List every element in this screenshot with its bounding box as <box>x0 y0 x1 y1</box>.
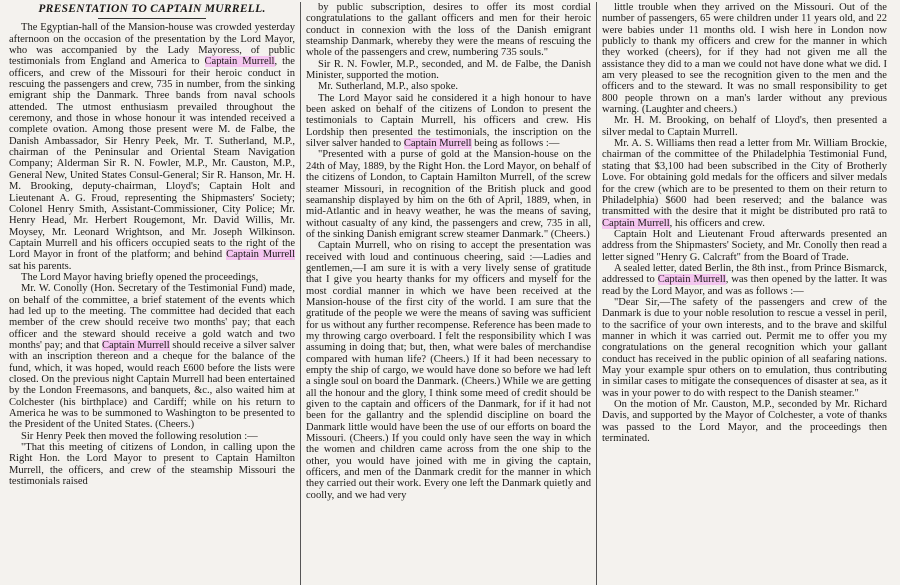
paragraph-text: , the officers, and crew of the Missouri for their heroic conduct in rescuing the passengers and crew, 735 in number, from the sinking emigrant ship the Danmark. Three bands from naval schools attended. The utmost enthusiasm prevailed throughout the ceremony, and those in whose honour it was intended received a complete ovation. Among those present were M. de Falbe, the Danish Ambassador, Sir Henry Peek, Mr. T. Sutherland, M.P., chairman of the Peninsular and Oriental Steam Navigation Company; Alderman Sir R. N. Fowler, M.P., Mr. Causton, M.P., General New, United States Consul-General; Sir R. Hanson, Mr. H. M. Brooking, deputy-chairman, Lloyd's; Captain Holt and Lieutenant A. G. Froud, representing the Shipmasters' Society; Colonel Henry Smith, Assistant-Commissioner, City Police; Mr. Henry Head, Mr. Herbert Rougemont, Mr. David Willis, Mr. Moysey, Mr. Leonard Wrightson, and Mr. Joseph Wilkinson. Captain Murrell and his officers occupied seats to the right of the Lord Mayor in front of the platform; and behind <box>9 56 295 261</box>
paragraph-text: should receive a silver salver with an inscription thereon and a cheque for the balance of the fund, which, it was hoped, would reach £600 before the lists were closed. On the previous night Captain Murrell had been entertained by the London Freemasons, and banquets, &c., also waited him at Colchester (his birthplace) and Cardiff; while on his return to America he was to be summoned to Washington to be presented to the President of the United States. (Cheers.) <box>9 339 295 431</box>
paragraph <box>602 115 887 138</box>
paragraph-text: The Egyptian-hall of the Mansion-house was crowded yesterday afternoon on the occasion of the presentation by the Lord Mayor, who was accompanied by the Lady Mayoress, of public testimonials from England and America to <box>9 22 295 68</box>
paragraph <box>602 263 887 297</box>
paragraph-text: Mr. A. S. Williams then read a letter from Mr. William Brockie, chairman of the committee of the Philadelphia Testimonial Fund, stating that $3,100 had been subscribed in the City of Brotherly Love. For obtaining gold medals for the officers and silver medals for the crew (which are to be presented to them on their return to Philadelphia) $600 had been reserved; and the balance was transmitted with the desire that it might be distributed pro ratâ to <box>602 138 887 218</box>
paragraph-text: Mr. Sutherland, M.P., also spoke. <box>318 81 459 93</box>
paragraph-text: Mr. H. M. Brooking, on behalf of Lloyd's, then presented a silver medal to Captain Murrell. <box>602 115 887 138</box>
column-1 <box>4 2 300 585</box>
paragraph <box>602 229 887 263</box>
paragraph-text: Sir R. N. Fowler, M.P., seconded, and M. de Falbe, the Danish Minister, supported the motion. <box>306 58 591 82</box>
paragraph <box>306 81 591 92</box>
paragraph-text: sat his parents. <box>9 260 72 272</box>
paragraph-text: being as follows :— <box>471 138 560 150</box>
paragraph <box>602 297 887 399</box>
paragraph-text: A sealed letter, dated Berlin, the 8th inst., from Prince Bismarck, addressed to <box>602 262 887 286</box>
paragraph-text: The Lord Mayor having briefly opened the proceedings, <box>21 271 259 283</box>
column-3 <box>596 2 892 585</box>
paragraph-text: The Lord Mayor said he considered it a high honour to have been asked on behalf of the citizens of London to present the testimonials to Captain Murrell, his officers and crew. His Lordship then presented the testimonials, the inscription on the silver salver handed to <box>306 92 591 150</box>
paragraph <box>602 138 887 229</box>
paragraph <box>306 2 591 59</box>
highlighted-name: Captain Murrell <box>204 56 275 68</box>
paragraph-text: by public subscription, desires to offer its most cordial congratulations to the gallant officers and men for their heroic conduct in connexion with the loss of the Danish emigrant steamship Danmark, whereby they were the means of rescuing the whole of the passengers and crew, numbering 735 souls." <box>306 2 591 59</box>
highlighted-name: Captain Murrell <box>226 249 295 261</box>
paragraph-text: Sir Henry Peek then moved the following resolution :— <box>21 430 258 442</box>
paragraph-text: "Dear Sir,—The safety of the passengers and crew of the Danmark is due to your noble resolution to rescue a vessel in peril, to the sacrifice of your own interests, and to the brave and skilful manner in which it was carried out. Permit me to offer you my congratulations on the general recognition which your gallant conduct has received in the public opinion of all seafaring nations. May your example spur others on to emulation, thus contributing in similar cases to mitigate the consequences of disaster at sea, as it was in your power to do with respect to the Danish steamer." <box>602 296 887 399</box>
paragraph <box>306 240 591 501</box>
paragraph <box>602 2 887 115</box>
highlighted-name: Captain Murrell <box>602 217 670 229</box>
paragraph-text: , his officers and crew. <box>669 217 765 229</box>
paragraph-text: Captain Murrell, who on rising to accept the presentation was received with loud and continuous cheering, said :—Ladies and gentlemen,—I am sure it is with a very lively sense of gratitude that I give you hearty thanks for my officers and myself for the most cordial manner in which we have been received at the Mansion-house of the first city of the world. I am sure that the gratitude of the people we were the means of saving was sufficient for us without any further recompense. Reference has been made to my throwing cargo overboard. I felt the responsibility which I was assuming in doing that; but, then, what were bales of merchandise compared with human life? (Cheers.) If it had been necessary to empty the ship of cargo, we would have done so before we had left a single soul on board the Danmark. (Cheers.) While we are getting all the honour and the glory, I think some meed of credit should be given to the captain and officers of the Danmark, for if it had not been for the gallantry and the splendid discipline on board the Danmark little would have been the use of our efforts on board the Missouri. (Cheers.) If you could only have seen the way in which the women and children came across from the one ship to the other, you would have joined with me in giving the captain, officers, and men of the Danmark credit for the manner in which they carried out their work. Every one left the Danmark quietly and coolly, and we had very <box>306 240 591 501</box>
paragraph-text: On the motion of Mr. Causton, M.P., seconded by Mr. Richard Davis, and supported by the Mayor of Colchester, a vote of thanks was passed to the Lord Mayor, and the proceedings then terminated. <box>602 399 887 445</box>
column-2 <box>300 2 596 585</box>
paragraph-text: "Presented with a purse of gold at the Mansion-house on the 24th of May, 1889, by the Right Hon. the Lord Mayor, on behalf of the citizens of London, to Captain Hamilton Murrell, of the screw steamer Missouri, in recognition of the British pluck and good seamanship displayed by him on the 6th of April, 1889, when, in mid-Atlantic and in heavy weather, he was the means of saving, without casualty of any kind, the passengers and crew, 735 in all, of the sinking Danish emigrant screw steamer Danmark." (Cheers.) <box>306 149 591 240</box>
highlighted-name: Captain Murrell <box>101 339 170 351</box>
highlighted-name: Captain Murrell <box>657 274 726 286</box>
paragraph <box>306 149 591 240</box>
highlighted-name: Captain Murrell <box>403 138 472 150</box>
paragraph-text: little trouble when they arrived on the Missouri. Out of the number of passengers, 65 were children under 11 years old, and 22 were babies under 11 months old. I wish here in London now publicly to thank my officers and crew for the manner in which they worked (cheers), for if they had not given me all the assistance they did to a man we could not have done what we did. I am very pleased to see the recognition given to the men and the officers and to the steward. It was no small responsibility to get 800 people thrown on a man's larder without any previous warning. (Laughter and cheers.) <box>602 2 887 116</box>
article-title: PRESENTATION TO CAPTAIN MURRELL. <box>38 3 266 15</box>
paragraph <box>9 431 295 442</box>
paragraph <box>602 399 887 444</box>
paragraph <box>9 272 295 283</box>
paragraph <box>306 93 591 150</box>
title-rule <box>98 18 207 19</box>
paragraph-text: Mr. W. Conolly (Hon. Secretary of the Testimonial Fund) made, on behalf of the committee, a brief statement of the events which had led up to the meeting. The committee had decided that each member of the crew should receive two months' pay; that each officer and the steward should receive a gold watch and two months' pay; and that <box>9 283 295 351</box>
paragraph <box>9 442 295 487</box>
paragraph <box>9 283 295 430</box>
paragraph-text: "That this meeting of citizens of London, in calling upon the Right Hon. the Lord Mayor to present to Captain Hamilton Murrell, the officers, and crew of the steamship Missouri the testimonials raised <box>9 442 295 488</box>
paragraph <box>9 22 295 272</box>
paragraph-text: , was then opened by the latter. It was read by the Lord Mayor, and was as follows :— <box>602 274 887 297</box>
paragraph <box>306 59 591 82</box>
paragraph-text: Captain Holt and Lieutenant Froud afterwards presented an address from the Shipmasters' Society, and Mr. Conolly then read a letter signed "Henry G. Calcraft" from the Board of Trade. <box>602 228 887 263</box>
